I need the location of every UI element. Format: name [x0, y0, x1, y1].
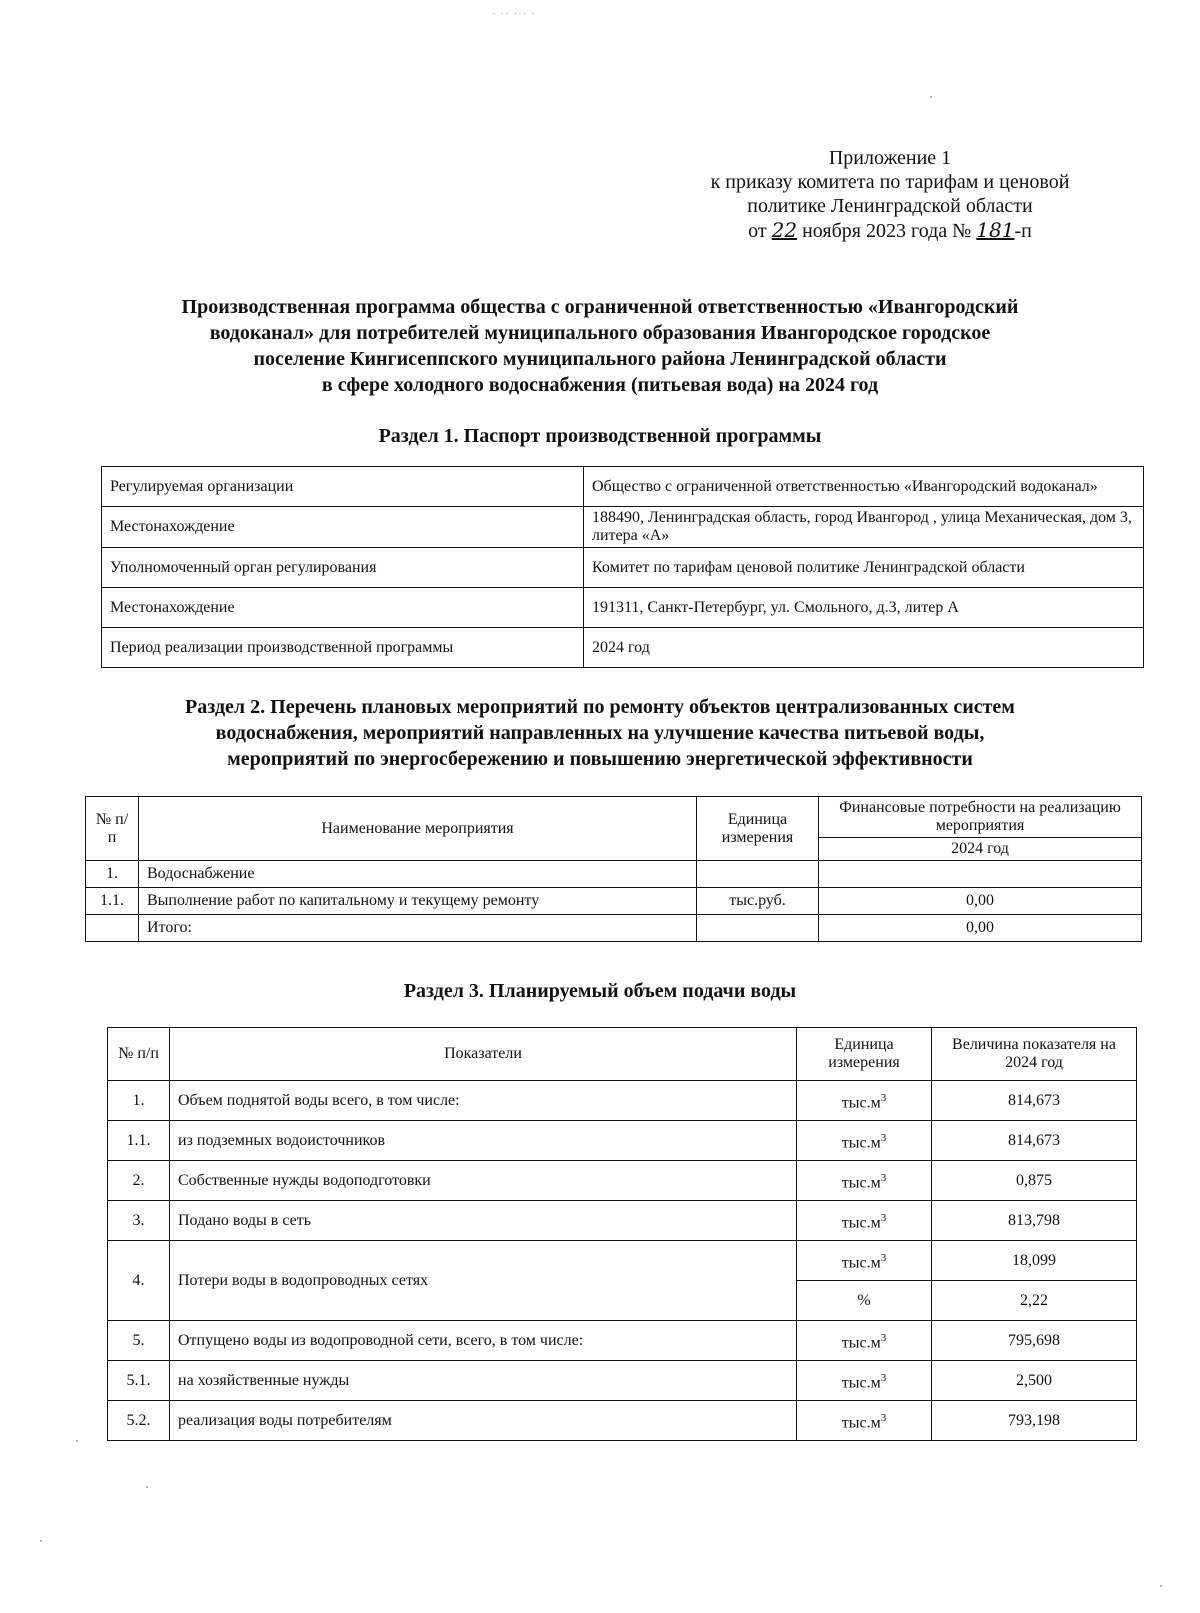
water-supply-table — [107, 1027, 1137, 1441]
row-name: Объем поднятой воды всего, в том числе: — [170, 1081, 797, 1121]
row-unit — [797, 1241, 932, 1281]
passport-label: Местонахождение — [102, 507, 584, 548]
row-value: 2,500 — [932, 1361, 1137, 1401]
table-row — [102, 588, 1144, 628]
handwritten-day: 22 — [771, 218, 798, 242]
table-row — [86, 915, 1142, 942]
table-row — [108, 1161, 1137, 1201]
appendix-header — [650, 146, 1130, 243]
section2-title-line-2: водоснабжения, мероприятий направленных на улучшение качества питьевой воды, — [215, 722, 985, 744]
title-line-1: Производственная программа общества с ограниченной ответственностью «Ивангородский — [181, 296, 1019, 318]
row-unit — [697, 915, 819, 942]
unit-sup: 3 — [880, 1371, 887, 1384]
row-value: 793,198 — [932, 1401, 1137, 1441]
table-row — [108, 1361, 1137, 1401]
appendix-line-2: к приказу комитета по тарифам и ценовой — [710, 171, 1070, 193]
table-row — [86, 861, 1142, 888]
passport-value: Комитет по тарифам ценовой политике Ленинградской области — [584, 548, 1144, 588]
document-title — [60, 294, 1140, 398]
scan-speck — [146, 1486, 148, 1488]
unit-sup: 3 — [880, 1211, 887, 1224]
header-year: 2024 год — [819, 838, 1142, 861]
table-row — [108, 1081, 1137, 1121]
row-unit — [697, 861, 819, 888]
row-name: Собственные нужды водоподготовки — [170, 1161, 797, 1201]
unit-sup: 3 — [880, 1131, 887, 1144]
unit-base: тыс.м — [841, 1374, 881, 1392]
date-middle: ноября 2023 года № — [802, 220, 972, 242]
table-row — [102, 628, 1144, 668]
header-name: Показатели — [170, 1028, 797, 1081]
row-num: 3. — [108, 1201, 170, 1241]
table-header-row — [86, 797, 1142, 838]
unit-sup: 3 — [880, 1411, 887, 1424]
row-num: 1. — [108, 1081, 170, 1121]
row-name: на хозяйственные нужды — [170, 1361, 797, 1401]
section2-title — [60, 694, 1140, 772]
passport-value: 191311, Санкт-Петербург, ул. Смольного, д.3, литер А — [584, 588, 1144, 628]
row-unit — [797, 1121, 932, 1161]
row-unit — [797, 1361, 932, 1401]
passport-value: 2024 год — [584, 628, 1144, 668]
passport-label: Уполномоченный орган регулирования — [102, 548, 584, 588]
row-num: 4. — [108, 1241, 170, 1321]
date-prefix: от — [748, 220, 767, 242]
appendix-line-1: Приложение 1 — [828, 147, 952, 169]
section2-title-line-1: Раздел 2. Перечень плановых мероприятий по ремонту объектов централизованных систем — [185, 696, 1015, 718]
unit-base: тыс.м — [841, 1254, 881, 1272]
unit-base: тыс.м — [841, 1214, 881, 1232]
table-header-row — [108, 1028, 1137, 1081]
appendix-line-3: политике Ленинградской области — [747, 195, 1033, 217]
row-value: 813,798 — [932, 1201, 1137, 1241]
row-name: Выполнение работ по капитальному и текущему ремонту — [139, 888, 697, 915]
row-name: Потери воды в водопроводных сетях — [170, 1241, 797, 1321]
table-row — [108, 1241, 1137, 1281]
header-num: № п/п — [86, 797, 139, 861]
row-value: 814,673 — [932, 1121, 1137, 1161]
scan-artifact: · ·· ··· · — [492, 8, 536, 20]
passport-value: Общество с ограниченной ответственностью «Ивангородский водоканал» — [584, 467, 1144, 507]
handwritten-number: 181 — [976, 218, 1015, 242]
row-value-percent: 2,22 — [932, 1281, 1137, 1321]
row-unit — [797, 1201, 932, 1241]
row-value: 18,099 — [932, 1241, 1137, 1281]
measures-table — [85, 796, 1142, 942]
row-num: 1.1. — [108, 1121, 170, 1161]
row-num: 5.1. — [108, 1361, 170, 1401]
passport-value: 188490, Ленинградская область, город Ивангород , улица Механическая, дом 3, литера «А» — [584, 507, 1144, 548]
unit-base: тыс.м — [841, 1334, 881, 1352]
unit-sup: 3 — [880, 1331, 887, 1344]
scan-speck — [40, 1540, 42, 1542]
row-num: 5. — [108, 1321, 170, 1361]
table-row — [108, 1201, 1137, 1241]
unit-base: тыс.м — [841, 1414, 881, 1432]
row-value: 0,00 — [819, 915, 1142, 942]
row-num: 2. — [108, 1161, 170, 1201]
row-value — [819, 861, 1142, 888]
table-row — [102, 507, 1144, 548]
title-line-3: поселение Кингисеппского муниципального района Ленинградской области — [253, 348, 947, 370]
header-unit: Единица измерения — [697, 797, 819, 861]
row-value: 0,00 — [819, 888, 1142, 915]
unit-sup: 3 — [880, 1171, 887, 1184]
row-unit — [797, 1401, 932, 1441]
table-row — [108, 1321, 1137, 1361]
number-suffix: -п — [1014, 220, 1032, 242]
passport-table — [101, 466, 1144, 668]
section1-title: Раздел 1. Паспорт производственной программы — [378, 425, 822, 447]
row-unit — [797, 1161, 932, 1201]
row-unit — [797, 1321, 932, 1361]
row-value: 0,875 — [932, 1161, 1137, 1201]
section2-title-line-3: мероприятий по энергосбережению и повышению энергетической эффективности — [227, 748, 973, 770]
row-num: 1.1. — [86, 888, 139, 915]
section3-title: Раздел 3. Планируемый объем подачи воды — [403, 980, 797, 1002]
unit-sup: 3 — [880, 1091, 887, 1104]
row-value: 795,698 — [932, 1321, 1137, 1361]
title-line-2: водоканал» для потребителей муниципального образования Ивангородское городское — [209, 322, 991, 344]
row-name: из подземных водоисточников — [170, 1121, 797, 1161]
appendix-date-line — [650, 218, 1130, 243]
header-name: Наименование мероприятия — [139, 797, 697, 861]
table-row — [86, 888, 1142, 915]
row-num: 5.2. — [108, 1401, 170, 1441]
row-name: Итого: — [139, 915, 697, 942]
title-line-4: в сфере холодного водоснабжения (питьевая вода) на 2024 год — [321, 374, 879, 396]
passport-label: Регулируемая организации — [102, 467, 584, 507]
scan-speck — [1160, 1585, 1162, 1587]
unit-base: тыс.м — [841, 1094, 881, 1112]
unit-base: тыс.м — [841, 1174, 881, 1192]
row-unit-percent: % — [797, 1281, 932, 1321]
header-value: Величина показателя на 2024 год — [932, 1028, 1137, 1081]
row-num — [86, 915, 139, 942]
table-row — [108, 1121, 1137, 1161]
row-name: реализация воды потребителям — [170, 1401, 797, 1441]
header-finance: Финансовые потребности на реализацию мероприятия — [819, 797, 1142, 838]
scan-speck — [930, 96, 932, 98]
table-row — [108, 1401, 1137, 1441]
row-unit — [797, 1081, 932, 1121]
unit-sup: 3 — [880, 1251, 887, 1264]
unit-base: тыс.м — [841, 1134, 881, 1152]
row-value: 814,673 — [932, 1081, 1137, 1121]
passport-label: Период реализации производственной программы — [102, 628, 584, 668]
row-name: Отпущено воды из водопроводной сети, всего, в том числе: — [170, 1321, 797, 1361]
passport-label: Местонахождение — [102, 588, 584, 628]
row-unit: тыс.руб. — [697, 888, 819, 915]
row-num: 1. — [86, 861, 139, 888]
row-name: Подано воды в сеть — [170, 1201, 797, 1241]
header-unit: Единица измерения — [797, 1028, 932, 1081]
header-num: № п/п — [108, 1028, 170, 1081]
table-row — [102, 467, 1144, 507]
row-name: Водоснабжение — [139, 861, 697, 888]
scan-speck — [76, 1440, 78, 1442]
table-row — [102, 548, 1144, 588]
